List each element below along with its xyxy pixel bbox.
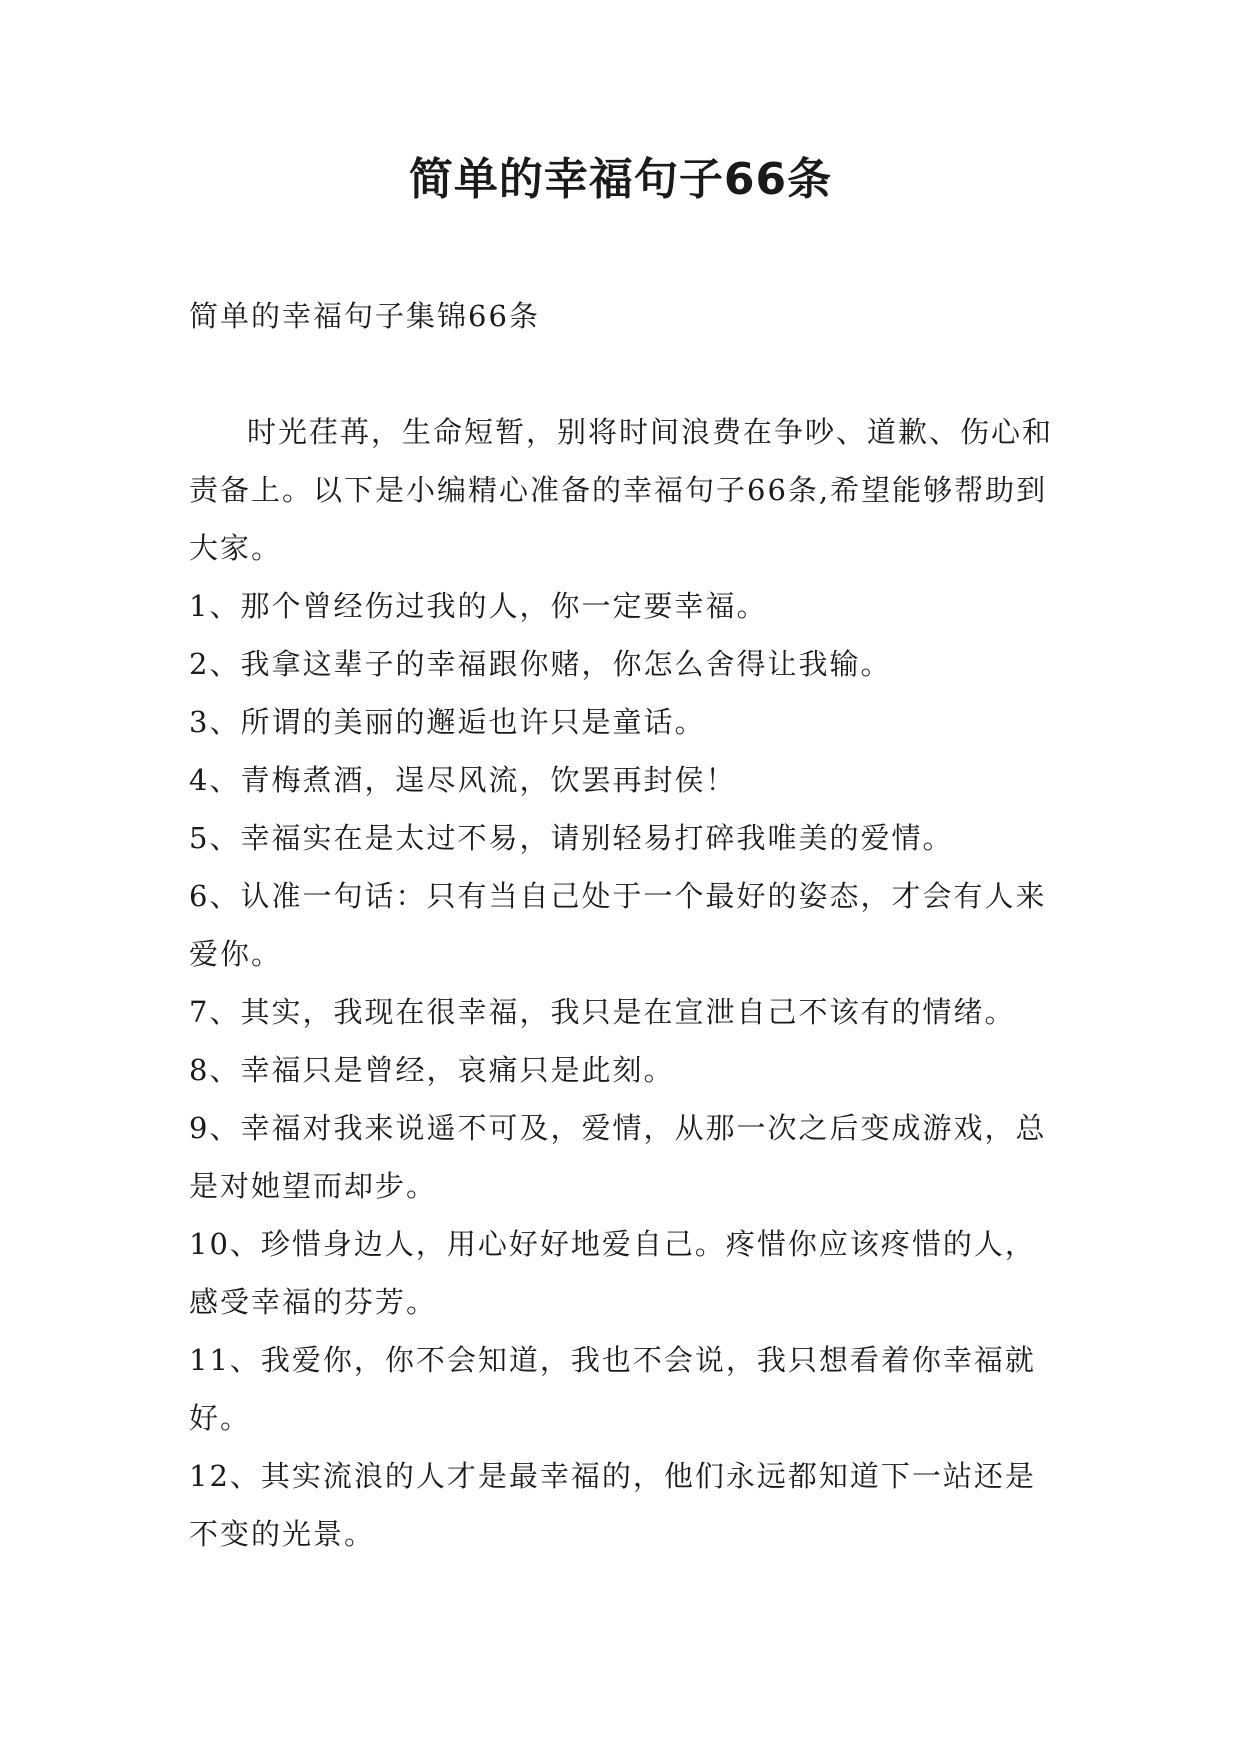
document-title: 简单的幸福句子66条	[408, 154, 833, 205]
list-item-1: 1、那个曾经伤过我的人，你一定要幸福。	[189, 589, 768, 623]
list-item-11: 11、我爱你，你不会知道，我也不会说，我只想看着你幸福就好。	[189, 1343, 1036, 1435]
list-item-3: 3、所谓的美丽的邂逅也许只是童话。	[189, 705, 706, 739]
list-item-4: 4、青梅煮酒，逞尽风流，饮罢再封侯！	[189, 763, 737, 797]
list-item-2: 2、我拿这辈子的幸福跟你赌，你怎么舍得让我输。	[189, 647, 892, 681]
list-item-12: 12、其实流浪的人才是最幸福的，他们永远都知道下一站还是不变的光景。	[189, 1459, 1036, 1551]
list-item-5: 5、幸福实在是太过不易，请别轻易打碎我唯美的爱情。	[189, 821, 954, 855]
list-item-7: 7、其实，我现在很幸福，我只是在宣泄自己不该有的情绪。	[189, 995, 1016, 1029]
document-body	[189, 287, 1059, 1563]
list-item-9: 9、幸福对我来说遥不可及，爱情，从那一次之后变成游戏，总是对她望而却步。	[189, 1111, 1047, 1203]
list-item-8: 8、幸福只是曾经，哀痛只是此刻。	[189, 1053, 675, 1087]
document-subtitle: 简单的幸福句子集锦66条	[189, 299, 540, 333]
intro-paragraph: 时光荏苒，生命短暂，别将时间浪费在争吵、道歉、伤心和责备上。以下是小编精心准备的幸福句子66条,希望能够帮助到大家。	[189, 415, 1054, 565]
list-item-6: 6、认准一句话：只有当自己处于一个最好的姿态，才会有人来爱你。	[189, 879, 1047, 971]
list-item-10: 10、珍惜身边人，用心好好地爱自己。疼惜你应该疼惜的人，感受幸福的芬芳。	[189, 1227, 1036, 1319]
